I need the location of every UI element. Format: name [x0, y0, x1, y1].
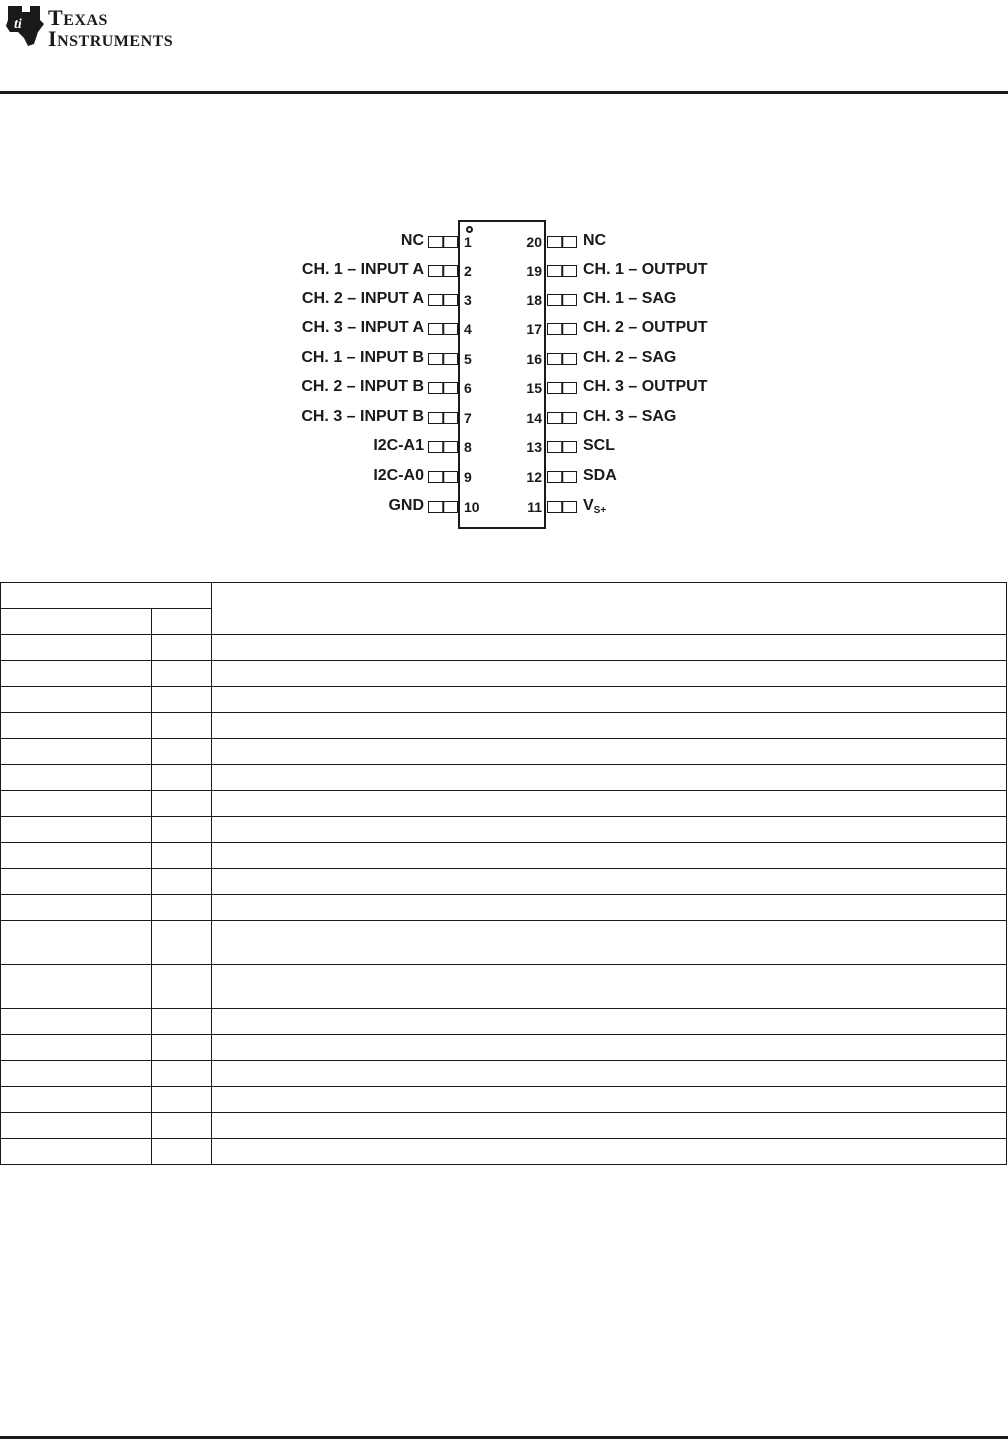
- table-row: [1, 1009, 1007, 1035]
- pin-label: CH. 1 – OUTPUT: [583, 261, 708, 278]
- pin-number: 8: [464, 439, 472, 455]
- table-cell: [212, 687, 1007, 713]
- pin-label: $V_{S+}$: [583, 497, 607, 516]
- table-row: [1, 1113, 1007, 1139]
- pin-number: 20: [526, 234, 542, 250]
- table-header-cell: [1, 583, 212, 609]
- table-cell: [212, 1035, 1007, 1061]
- pin-number: 18: [526, 292, 542, 308]
- table-cell: [212, 965, 1007, 1009]
- pin-label: I2C-A0: [373, 467, 424, 484]
- table-row: [1, 713, 1007, 739]
- pin-label: CH. 2 – OUTPUT: [583, 319, 708, 336]
- table-row: [1, 765, 1007, 791]
- table-cell: [1, 1113, 152, 1139]
- table-cell: [152, 687, 212, 713]
- pin-pad-left: [428, 323, 458, 335]
- table-cell: [152, 661, 212, 687]
- table-cell: [1, 635, 152, 661]
- table-header-row: [1, 583, 1007, 609]
- table-cell: [152, 1061, 212, 1087]
- table-cell: [212, 817, 1007, 843]
- pin-number: 10: [464, 499, 480, 515]
- table-cell: [212, 739, 1007, 765]
- pin-number: 3: [464, 292, 472, 308]
- pin-number: 12: [526, 469, 542, 485]
- pin-label: CH. 2 – INPUT A: [301, 290, 424, 307]
- table-cell: [212, 635, 1007, 661]
- logo-line-1-text: TEXAS: [48, 5, 108, 30]
- pin-number: 19: [526, 263, 542, 279]
- pin-pad-right: [547, 382, 577, 394]
- table-cell: [1, 1087, 152, 1113]
- table-row: [1, 895, 1007, 921]
- table-cell: [1, 1139, 152, 1165]
- table-cell: [212, 765, 1007, 791]
- pin-pad-left: [428, 382, 458, 394]
- table-cell: [152, 765, 212, 791]
- pin-label: CH. 3 – SAG: [583, 408, 677, 425]
- pin-label: CH. 3 – INPUT A: [301, 319, 424, 336]
- pin-number: 14: [526, 410, 542, 426]
- table-row: [1, 1035, 1007, 1061]
- table-row: [1, 1139, 1007, 1165]
- table-cell: [212, 843, 1007, 869]
- table-cell: [152, 869, 212, 895]
- pin-number: 2: [464, 263, 472, 279]
- table-row: [1, 661, 1007, 687]
- table-row: [1, 817, 1007, 843]
- table-cell: [212, 791, 1007, 817]
- pin-label: CH. 3 – INPUT B: [301, 408, 424, 425]
- pin-label: GND: [388, 497, 424, 514]
- svg-text:ti: ti: [14, 17, 22, 32]
- pin-label: NC: [400, 232, 424, 249]
- table-cell: [212, 661, 1007, 687]
- pin-pad-left: [428, 353, 458, 365]
- pin-pad-right: [547, 294, 577, 306]
- table-cell: [1, 965, 152, 1009]
- table-cell: [152, 817, 212, 843]
- table-row: [1, 739, 1007, 765]
- table-cell: [152, 1009, 212, 1035]
- table-cell: [212, 895, 1007, 921]
- pin-number: 7: [464, 410, 472, 426]
- table-cell: [212, 921, 1007, 965]
- pin-label: CH. 1 – INPUT B: [301, 349, 424, 366]
- table-cell: [1, 1061, 152, 1087]
- table-row: [1, 1087, 1007, 1113]
- pin-label: CH. 3 – OUTPUT: [583, 378, 708, 395]
- pin-label: NC: [583, 232, 607, 249]
- pin-pad-left: [428, 294, 458, 306]
- pin-pad-right: [547, 501, 577, 513]
- pin-functions-table: [0, 582, 1007, 1165]
- table-cell: [1, 765, 152, 791]
- pin-pad-right: [547, 236, 577, 248]
- table-cell: [212, 1061, 1007, 1087]
- pin-number: 6: [464, 380, 472, 396]
- pin1-indicator: [466, 226, 473, 233]
- pin-label: I2C-A1: [373, 437, 424, 454]
- pin-pad-left: [428, 441, 458, 453]
- table-header-cell: [1, 609, 152, 635]
- pin-number: 17: [526, 321, 542, 337]
- table-row: [1, 687, 1007, 713]
- pin-label: CH. 1 – INPUT A: [301, 261, 424, 278]
- table-row: [1, 921, 1007, 965]
- table-cell: [1, 895, 152, 921]
- table-cell: [1, 687, 152, 713]
- table-cell: [1, 921, 152, 965]
- pin-number: 16: [526, 351, 542, 367]
- table-cell: [152, 635, 212, 661]
- footer-rule: [0, 1436, 1008, 1439]
- table-row: [1, 1061, 1007, 1087]
- table-cell: [1, 713, 152, 739]
- pin-number: 11: [527, 499, 542, 515]
- pin-label: SCL: [583, 437, 615, 454]
- pin-configuration-diagram: [0, 0, 1008, 560]
- pin-label-subscript: S+: [593, 505, 607, 516]
- table-cell: [152, 791, 212, 817]
- pin-number: 5: [464, 351, 472, 367]
- table-cell: [152, 965, 212, 1009]
- table-cell: [152, 1087, 212, 1113]
- table-cell: [1, 869, 152, 895]
- table-cell: [212, 869, 1007, 895]
- pin-pad-right: [547, 265, 577, 277]
- pin-pad-left: [428, 412, 458, 424]
- pin-pad-right: [547, 353, 577, 365]
- pin-pad-left: [428, 501, 458, 513]
- pin-label: CH. 2 – INPUT B: [301, 378, 424, 395]
- table-cell: [212, 1113, 1007, 1139]
- table-header-cell: [152, 609, 212, 635]
- pin-pad-right: [547, 412, 577, 424]
- pin-label: SDA: [583, 467, 617, 484]
- logo-line-2-text: INSTRUMENTS: [48, 26, 174, 51]
- pin-pad-left: [428, 236, 458, 248]
- table-row: [1, 791, 1007, 817]
- table-cell: [1, 817, 152, 843]
- table-row: [1, 965, 1007, 1009]
- pin-number: 13: [526, 439, 542, 455]
- pin-pad-right: [547, 323, 577, 335]
- table-cell: [212, 1087, 1007, 1113]
- table-cell: [1, 791, 152, 817]
- pin-pad-right: [547, 471, 577, 483]
- pin-number: 15: [526, 380, 542, 396]
- pin-pad-right: [547, 441, 577, 453]
- table-cell: [152, 921, 212, 965]
- pin-pad-left: [428, 471, 458, 483]
- table-cell: [1, 739, 152, 765]
- table-cell: [212, 713, 1007, 739]
- pin-number: 4: [464, 321, 472, 337]
- table-cell: [1, 661, 152, 687]
- table-row: [1, 869, 1007, 895]
- table-cell: [152, 843, 212, 869]
- table-cell: [152, 895, 212, 921]
- table-cell: [152, 1113, 212, 1139]
- table-cell: [1, 843, 152, 869]
- table-cell: [212, 1009, 1007, 1035]
- pin-number: 1: [464, 234, 472, 250]
- pin-label: CH. 1 – SAG: [583, 290, 677, 307]
- table-cell: [1, 1035, 152, 1061]
- pin-pad-left: [428, 265, 458, 277]
- table-cell: [152, 739, 212, 765]
- pin-number: 9: [464, 469, 472, 485]
- table-row: [1, 635, 1007, 661]
- table-cell: [1, 1009, 152, 1035]
- table-cell: [152, 1139, 212, 1165]
- table-cell: [212, 1139, 1007, 1165]
- table-row: [1, 843, 1007, 869]
- table-cell: [152, 713, 212, 739]
- table-cell: [152, 1035, 212, 1061]
- pin-label: CH. 2 – SAG: [583, 349, 677, 366]
- table-header-cell: [212, 583, 1007, 635]
